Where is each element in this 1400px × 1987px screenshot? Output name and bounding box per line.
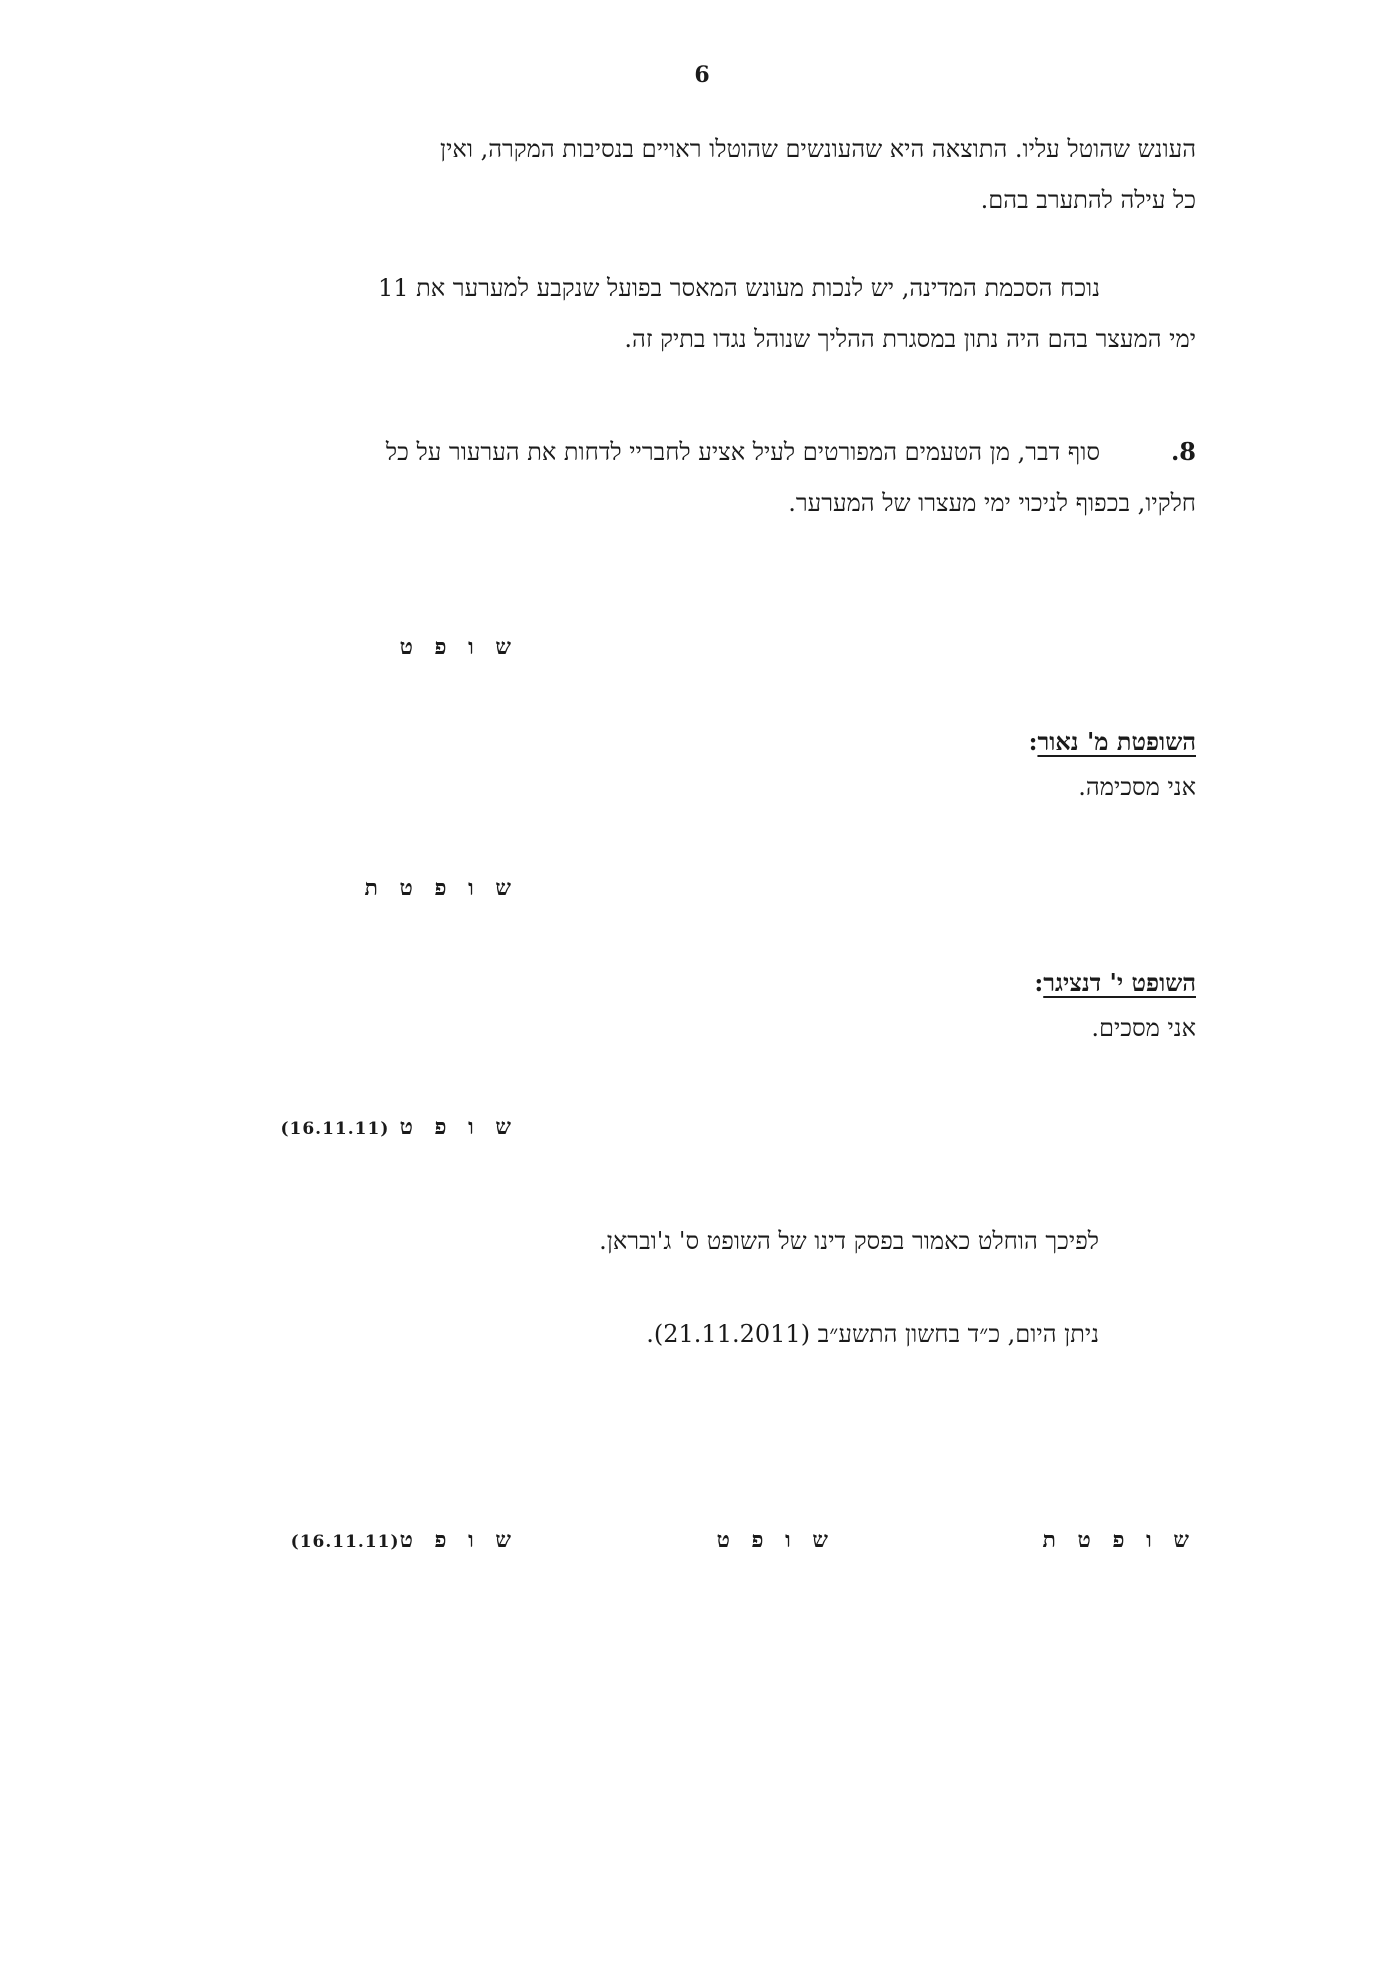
paragraph-2-line-1: [209, 263, 1196, 314]
paragraph-3-line-1: [209, 426, 1196, 478]
final-signature-left-row: [291, 1527, 518, 1553]
justice-danziger-heading-colon: :: [1034, 968, 1044, 997]
paragraph-2-line-2: ימי המעצר בהם היה נתון במסגרת ההליך שנוהל נגדו בתיק זה.: [624, 325, 1196, 353]
final-signature-right: ש ו פ ט ת: [1042, 1527, 1196, 1553]
justice-naor-heading-row: [1029, 727, 1196, 757]
paragraph-3-line-1-text: סוף דבר, מן הטעמים המפורטים לעיל אציע לחבריי לדחות את הערעור על כל: [385, 438, 1100, 466]
justice-danziger-heading-row: [1034, 968, 1196, 998]
justice-danziger-heading: השופט י' דנציגר: [1043, 968, 1196, 997]
signature-justice-danziger-row: [280, 1114, 518, 1140]
paragraph-3-line-2: חלקיו, בכפוף לניכוי ימי מעצרו של המערער.: [788, 489, 1196, 517]
paragraph-3: [209, 426, 1196, 529]
signature-justice-naor: ש ו פ ט ת: [364, 875, 518, 901]
justice-naor-text: אני מסכימה.: [1078, 773, 1196, 801]
signature-justice-danziger: ש ו פ ט: [399, 1114, 518, 1140]
paragraph-number: 8.: [1170, 437, 1196, 466]
given-date-text: ניתן היום, כ״ד בחשון התשע״ב (21.11.2011).: [646, 1320, 1099, 1348]
paragraph-1-line-1: העונש שהוטל עליו. התוצאה היא שהעונשים שהוטלו ראויים בנסיבות המקרה, ואין: [440, 135, 1196, 163]
decision-text: לפיכך הוחלט כאמור בפסק דינו של השופט ס' ג'ובראן.: [599, 1227, 1099, 1255]
paragraph-1-line-2: כל עילה להתערב בהם.: [980, 186, 1196, 214]
justice-naor-heading: השופטת מ' נאור: [1037, 727, 1196, 756]
final-signature-middle: ש ו פ ט: [716, 1527, 835, 1553]
final-signature-left-date: (16.11.11): [290, 1532, 400, 1552]
page-number: 6: [694, 62, 710, 88]
signature-justice-danziger-date: (16.11.11): [280, 1119, 390, 1139]
justice-danziger-text: אני מסכים.: [1091, 1014, 1196, 1042]
final-signature-left: ש ו פ ט: [399, 1527, 518, 1553]
paragraph-2-line-1-text: נוכח הסכמת המדינה, יש לנכות מעונש המאסר בפועל שנקבע למערער את 11: [377, 274, 1100, 302]
paragraph-2: [209, 263, 1196, 365]
paragraph-1: [209, 124, 1196, 226]
justice-naor-heading-colon: :: [1028, 727, 1038, 756]
signature-judge-1: ש ו פ ט: [399, 634, 518, 660]
